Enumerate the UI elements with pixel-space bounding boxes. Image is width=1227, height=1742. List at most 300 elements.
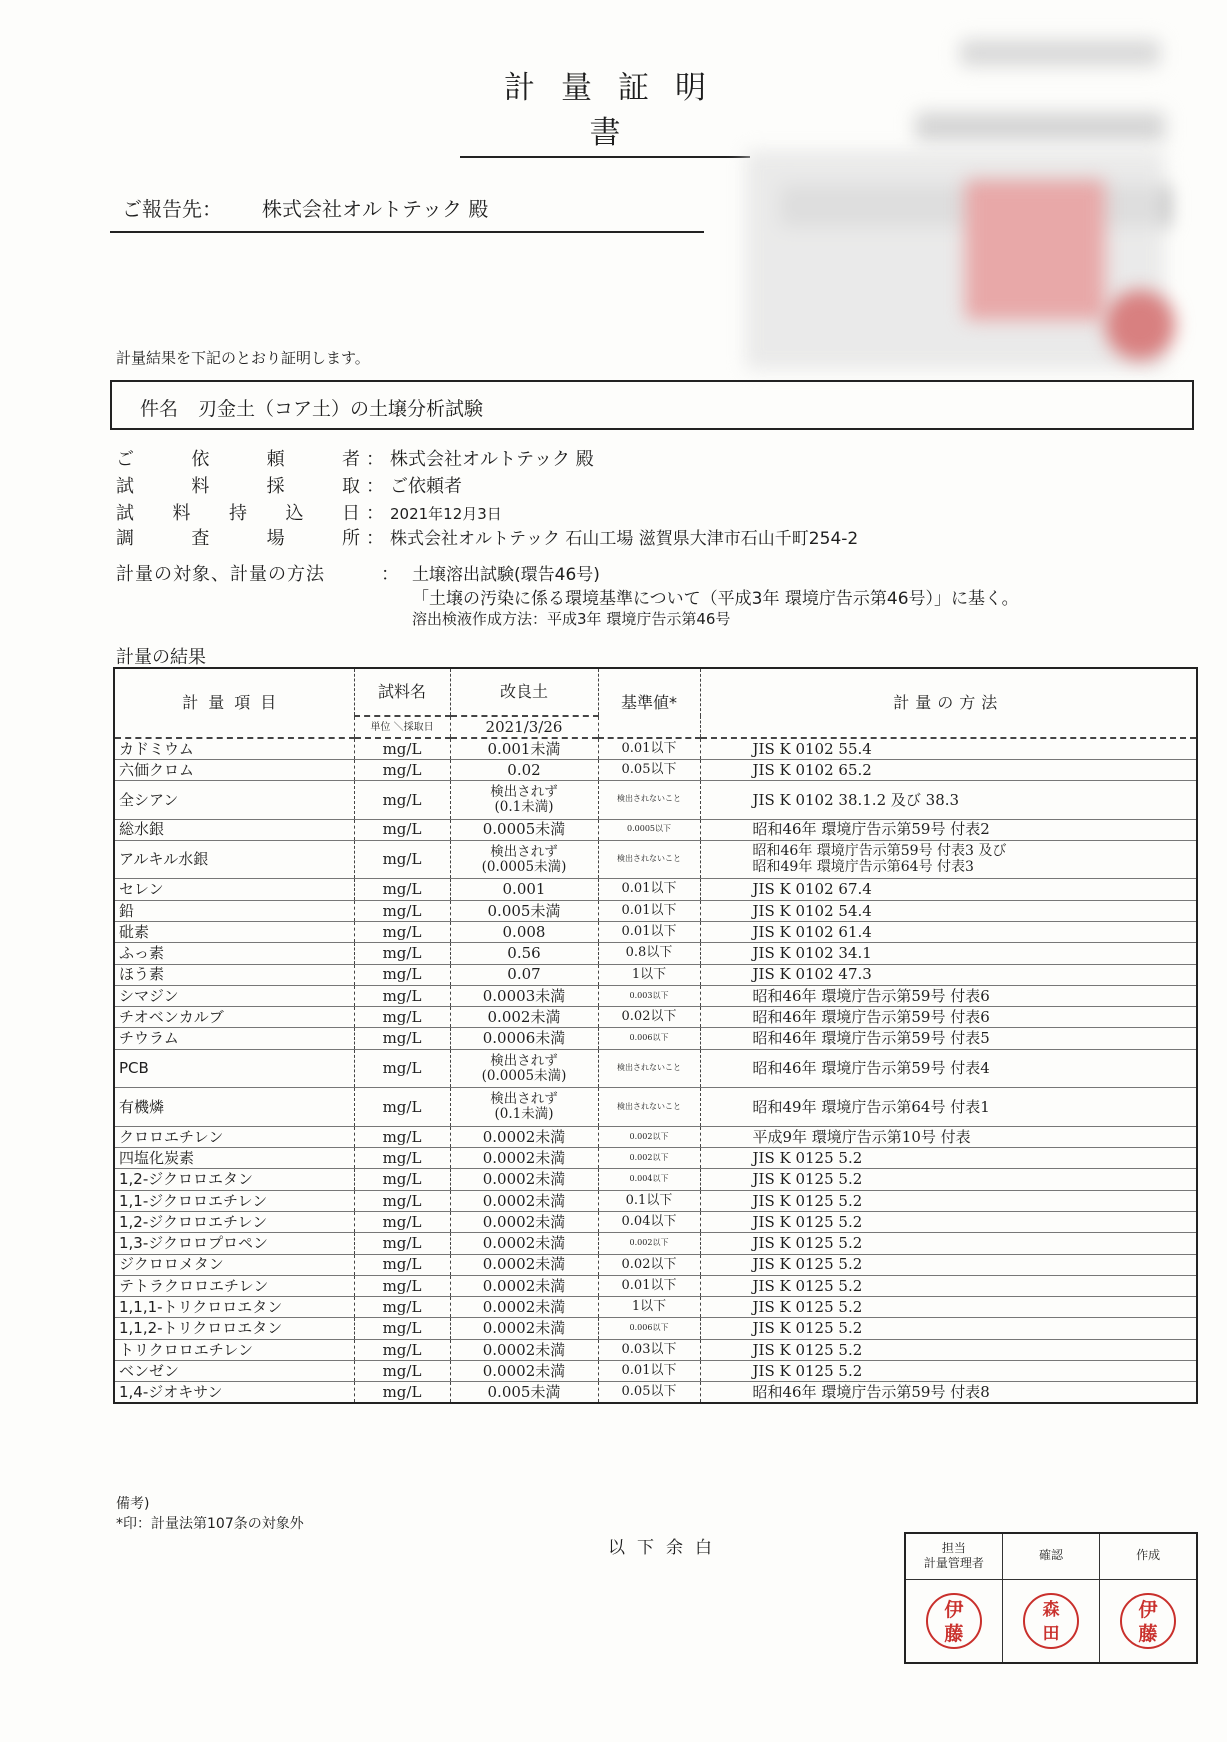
item-unit-text: mg/L: [382, 1319, 422, 1338]
item-standard: [598, 964, 700, 985]
info-target-line-3: 溶出検液作成方法：平成3年 環境庁告示第46号: [412, 610, 731, 628]
item-standard: [598, 1088, 700, 1127]
item-unit-text: mg/L: [382, 901, 422, 920]
item-name: [114, 1007, 354, 1028]
table-row: [114, 985, 1197, 1006]
item-method-text: JIS K 0102 55.4: [752, 739, 872, 758]
item-method: [700, 1211, 1197, 1232]
table-row: [114, 1318, 1197, 1339]
item-method-text: JIS K 0102 67.4: [752, 880, 872, 899]
item-name-text: 砒素: [119, 922, 150, 941]
redacted-issuer-seal: [965, 180, 1105, 320]
item-standard-text: 0.01以下: [621, 881, 677, 897]
info-target-line-1: 土壌溶出試験(環告46号): [412, 565, 600, 585]
item-standard: [598, 819, 700, 840]
item-standard-text: 0.01以下: [621, 740, 677, 756]
item-standard: [598, 759, 700, 780]
item-method: [700, 1126, 1197, 1147]
item-standard: [598, 738, 700, 759]
item-unit: [354, 1007, 450, 1028]
item-name: [114, 1211, 354, 1232]
item-standard: [598, 1254, 700, 1275]
page-title: 計量証明書: [460, 62, 750, 158]
item-unit: [354, 879, 450, 900]
item-unit: [354, 1028, 450, 1049]
remarks-label: 備考): [116, 1496, 150, 1512]
item-unit-text: mg/L: [382, 1361, 422, 1380]
item-standard-text: 1以下: [631, 966, 667, 982]
item-unit-text: mg/L: [382, 1382, 422, 1401]
item-name-text: 1,1,1-トリクロロエタン: [119, 1298, 283, 1317]
table-row: [114, 1088, 1197, 1127]
item-name-text: ふっ素: [119, 944, 165, 963]
item-method: [700, 964, 1197, 985]
info-value: ご依頼者: [390, 476, 462, 497]
table-row: [114, 1126, 1197, 1147]
item-value-text: 0.0002未満: [482, 1361, 566, 1380]
item-unit: [354, 1049, 450, 1088]
item-method-text: 昭和46年 環境庁告示第59号 付表4: [752, 1059, 990, 1078]
item-value: [450, 964, 598, 985]
item-unit: [354, 921, 450, 942]
item-method-text: 昭和46年 環境庁告示第59号 付表5: [752, 1029, 990, 1048]
item-value-text: 0.008: [502, 922, 546, 941]
info-value: 株式会社オルトテック 石山工場 滋賀県大津市石山千町254-2: [390, 529, 859, 549]
item-name: [114, 921, 354, 942]
approval-stamps: [904, 1532, 1198, 1664]
subject-value: 刃金土（コア土）の土壌分析試験: [198, 398, 484, 420]
item-name-text: テトラクロロエチレン: [119, 1276, 269, 1295]
colon: ：: [366, 476, 384, 497]
item-unit: [354, 1297, 450, 1318]
item-standard: [598, 1148, 700, 1169]
item-method: [700, 819, 1197, 840]
item-method-text: 昭和46年 環境庁告示第59号 付表3 及び: [752, 843, 1007, 860]
item-value-text: 検出されず: [490, 1091, 558, 1108]
item-method: [700, 738, 1197, 759]
item-name-text: シマジン: [119, 986, 179, 1005]
item-method-text: JIS K 0102 54.4: [752, 901, 872, 920]
item-value-text: 検出されず: [490, 843, 558, 860]
stamp-header-create: 作成: [1100, 1533, 1197, 1579]
item-name-text: セレン: [119, 880, 164, 899]
item-unit: [354, 1275, 450, 1296]
item-unit: [354, 1318, 450, 1339]
item-value-text: 0.0002未満: [482, 1319, 566, 1338]
item-name-text: 1,4-ジオキサン: [119, 1382, 223, 1401]
item-standard: [598, 1361, 700, 1382]
item-value: [450, 900, 598, 921]
item-unit-text: mg/L: [382, 1170, 422, 1189]
table-row: [114, 1254, 1197, 1275]
item-value-sub: (0.1未満): [494, 798, 554, 815]
table-row: [114, 1049, 1197, 1088]
item-standard-text: 0.05以下: [621, 761, 677, 777]
item-standard: [598, 1190, 700, 1211]
item-standard-text: 検出されないこと: [617, 794, 681, 804]
item-name: [114, 1148, 354, 1169]
item-unit: [354, 819, 450, 840]
item-unit: [354, 943, 450, 964]
info-label: 試料採取: [116, 476, 360, 497]
item-value: [450, 1148, 598, 1169]
item-name: [114, 759, 354, 780]
redacted-issuer-block: [960, 40, 1160, 66]
item-standard-text: 0.02以下: [621, 1009, 677, 1025]
item-method: [700, 781, 1197, 820]
seal-ito-icon: 伊 藤: [926, 1593, 982, 1649]
table-row: [114, 1148, 1197, 1169]
item-method: [700, 1169, 1197, 1190]
info-value: 2021年12月3日: [390, 505, 502, 523]
item-unit-text: mg/L: [382, 1276, 422, 1295]
item-value: [450, 1318, 598, 1339]
item-name: [114, 900, 354, 921]
item-value: [450, 1382, 598, 1403]
info-delivery: [116, 499, 502, 525]
item-value-text: 0.0002未満: [482, 1255, 566, 1274]
item-value: [450, 840, 598, 879]
item-unit: [354, 1339, 450, 1360]
item-method-text: JIS K 0125 5.2: [752, 1298, 863, 1317]
info-sampling: [116, 472, 462, 498]
item-unit: [354, 1148, 450, 1169]
colon: ：: [381, 564, 399, 585]
colon: ：: [366, 528, 384, 549]
item-unit: [354, 840, 450, 879]
table-row: [114, 1339, 1197, 1360]
item-name: [114, 1028, 354, 1049]
item-standard-text: 0.004以下: [629, 1174, 669, 1184]
item-name: [114, 964, 354, 985]
item-unit: [354, 1254, 450, 1275]
item-method: [700, 1297, 1197, 1318]
item-unit: [354, 964, 450, 985]
item-name: [114, 1297, 354, 1318]
item-unit: [354, 1126, 450, 1147]
redacted-issuer-seal: [1105, 290, 1175, 360]
item-name-text: 総水銀: [119, 820, 165, 839]
item-value-text: 検出されず: [490, 784, 558, 800]
table-row: [114, 1028, 1197, 1049]
item-name-text: トリクロロエチレン: [119, 1340, 254, 1359]
item-value-text: 0.0002未満: [482, 1127, 566, 1146]
item-standard: [598, 985, 700, 1006]
item-method-text: JIS K 0125 5.2: [752, 1361, 863, 1380]
item-unit-text: mg/L: [382, 1097, 422, 1116]
results-table: [113, 667, 1198, 1404]
item-name: [114, 1361, 354, 1382]
table-row: [114, 1211, 1197, 1232]
item-unit-text: mg/L: [382, 1298, 422, 1317]
item-standard: [598, 1275, 700, 1296]
info-target-colon: [375, 560, 405, 586]
item-name: [114, 1088, 354, 1127]
item-unit: [354, 1211, 450, 1232]
header-standard: 基準値*: [598, 668, 700, 738]
item-value: [450, 1254, 598, 1275]
item-name-text: 1,3-ジクロロプロペン: [119, 1234, 268, 1253]
table-row: [114, 738, 1197, 759]
item-name-text: 有機燐: [119, 1097, 165, 1116]
header-unit-date: 単位 ＼採取日: [354, 716, 450, 738]
item-standard: [598, 1318, 700, 1339]
item-value: [450, 943, 598, 964]
results-label: 計量の結果: [116, 647, 206, 668]
item-standard-text: 0.1以下: [625, 1192, 673, 1208]
item-value: [450, 781, 598, 820]
item-method: [700, 900, 1197, 921]
table-row: [114, 1169, 1197, 1190]
item-method: [700, 1254, 1197, 1275]
item-value: [450, 1088, 598, 1127]
item-name-text: 1,2-ジクロロエタン: [119, 1170, 253, 1189]
item-method-text: 昭和46年 環境庁告示第59号 付表8: [752, 1382, 990, 1401]
subject-box: [110, 380, 1194, 430]
item-name-text: クロロエチレン: [119, 1127, 224, 1146]
certify-text: 計量結果を下記のとおり証明します。: [116, 349, 370, 367]
info-site: [116, 524, 858, 550]
item-name-text: 全シアン: [119, 790, 179, 809]
info-label: 計量の対象、計量の方法: [116, 564, 325, 585]
item-method: [700, 1318, 1197, 1339]
item-name: [114, 840, 354, 879]
item-standard-text: 0.02以下: [621, 1256, 677, 1272]
item-method: [700, 1275, 1197, 1296]
item-name-text: 1,2-ジクロロエチレン: [119, 1212, 268, 1231]
item-unit-text: mg/L: [382, 1127, 422, 1146]
item-standard: [598, 1007, 700, 1028]
item-method: [700, 1028, 1197, 1049]
item-standard: [598, 1028, 700, 1049]
table-row: [114, 1382, 1197, 1403]
item-method-text: 昭和46年 環境庁告示第59号 付表6: [752, 986, 990, 1005]
item-standard-text: 0.006以下: [629, 1323, 669, 1333]
remarks: [116, 1494, 304, 1535]
item-name-text: PCB: [119, 1059, 149, 1078]
item-name: [114, 738, 354, 759]
item-name: [114, 1190, 354, 1211]
item-method: [700, 1007, 1197, 1028]
item-value-text: 0.0003未満: [482, 986, 566, 1005]
item-method: [700, 1339, 1197, 1360]
item-value-text: 0.0002未満: [482, 1170, 566, 1189]
item-value-text: 0.005未満: [487, 1382, 561, 1401]
item-value: [450, 759, 598, 780]
item-standard-text: 0.006以下: [629, 1033, 669, 1043]
item-value: [450, 1297, 598, 1318]
remarks-note: *印：計量法第107条の対象外: [116, 1516, 304, 1533]
item-value: [450, 1126, 598, 1147]
item-value: [450, 985, 598, 1006]
item-method-text: JIS K 0102 47.3: [752, 965, 872, 984]
item-standard-text: 0.05以下: [621, 1384, 677, 1400]
item-unit-text: mg/L: [382, 1148, 422, 1167]
item-method-text: JIS K 0125 5.2: [752, 1276, 863, 1295]
item-standard-text: 0.002以下: [629, 1131, 669, 1141]
item-standard: [598, 943, 700, 964]
item-value: [450, 1233, 598, 1254]
item-name: [114, 781, 354, 820]
item-standard: [598, 1339, 700, 1360]
item-unit-text: mg/L: [382, 760, 422, 779]
item-standard-text: 0.01以下: [621, 1277, 677, 1293]
item-value: [450, 1361, 598, 1382]
item-standard-text: 0.8以下: [625, 945, 673, 961]
item-standard: [598, 840, 700, 879]
item-method: [700, 1049, 1197, 1088]
item-value: [450, 1007, 598, 1028]
stamp-cell-confirm: [1002, 1579, 1099, 1663]
item-name: [114, 1169, 354, 1190]
item-standard-text: 1以下: [631, 1299, 667, 1315]
item-standard-text: 0.003以下: [629, 990, 669, 1000]
item-name-text: チウラム: [119, 1029, 179, 1048]
item-standard: [598, 1211, 700, 1232]
table-row: [114, 1233, 1197, 1254]
item-value: [450, 879, 598, 900]
item-method-text: JIS K 0125 5.2: [752, 1234, 863, 1253]
item-value: [450, 738, 598, 759]
subject-label: 件名: [140, 398, 179, 420]
table-row: [114, 840, 1197, 879]
item-standard-text: 検出されないこと: [617, 1101, 681, 1111]
stamp-header-manager: [905, 1533, 1002, 1579]
item-name-text: 六価クロム: [119, 760, 195, 779]
item-unit-text: mg/L: [382, 820, 422, 839]
item-unit: [354, 738, 450, 759]
table-row: [114, 819, 1197, 840]
item-value-text: 0.0002未満: [482, 1191, 566, 1210]
item-unit-text: mg/L: [382, 1008, 422, 1027]
item-unit: [354, 900, 450, 921]
item-method: [700, 1361, 1197, 1382]
item-standard-text: 0.01以下: [621, 1363, 677, 1379]
item-standard: [598, 900, 700, 921]
seal-morita-icon: 森 田: [1023, 1593, 1079, 1649]
item-name-text: 鉛: [119, 901, 135, 920]
item-value-text: 0.0002未満: [482, 1298, 566, 1317]
item-value-sub: (0.0005未満): [481, 1067, 567, 1084]
item-standard: [598, 1233, 700, 1254]
item-standard-text: 0.002以下: [629, 1238, 669, 1247]
item-unit-text: mg/L: [382, 1255, 422, 1274]
item-unit: [354, 1361, 450, 1382]
info-target: [116, 560, 1116, 630]
item-method: [700, 1382, 1197, 1403]
item-name-text: 1,1-ジクロロエチレン: [119, 1191, 268, 1210]
item-method: [700, 921, 1197, 942]
report-to-value: 株式会社オルトテック 殿: [262, 197, 489, 221]
item-unit: [354, 1169, 450, 1190]
item-name-text: アルキル水銀: [119, 850, 209, 869]
item-value-text: 0.02: [507, 760, 541, 779]
item-standard-text: 検出されないこと: [617, 1063, 681, 1073]
item-unit-text: mg/L: [382, 1340, 422, 1359]
item-value-text: 0.0002未満: [482, 1212, 566, 1231]
item-value-text: 0.0002未満: [482, 1276, 566, 1295]
item-name: [114, 1049, 354, 1088]
table-row: [114, 900, 1197, 921]
stamp-header-manager-line-2: 計量管理者: [923, 1556, 984, 1571]
item-value-text: 0.0002未満: [482, 1234, 566, 1253]
item-name: [114, 943, 354, 964]
info-value: 株式会社オルトテック 殿: [390, 449, 594, 470]
item-standard: [598, 1169, 700, 1190]
header-method: 計量の方法: [700, 668, 1197, 738]
item-standard-text: 0.0005以下: [627, 824, 671, 834]
item-name-text: ほう素: [119, 965, 165, 984]
item-unit: [354, 985, 450, 1006]
item-standard: [598, 1297, 700, 1318]
stamp-header-manager-line-1: 担当: [941, 1540, 966, 1555]
item-value-text: 0.002未満: [487, 1008, 561, 1027]
item-standard: [598, 879, 700, 900]
table-row: [114, 921, 1197, 942]
item-method-text: JIS K 0125 5.2: [752, 1170, 863, 1189]
stamp-header-confirm: 確認: [1002, 1533, 1099, 1579]
item-value-text: 0.07: [507, 965, 541, 984]
table-row: [114, 1007, 1197, 1028]
item-standard: [598, 781, 700, 820]
item-method: [700, 1233, 1197, 1254]
item-unit-text: mg/L: [382, 1059, 422, 1078]
header-sample-name: 試料名: [354, 668, 450, 716]
item-name-text: ベンゼン: [119, 1361, 180, 1380]
item-method-text: JIS K 0125 5.2: [752, 1340, 863, 1359]
item-standard-text: 検出されないこと: [617, 854, 681, 864]
end-of-content: 以下余白: [608, 1538, 724, 1558]
item-value-sub: (0.0005未満): [481, 858, 567, 875]
item-standard-text: 0.03以下: [621, 1341, 677, 1357]
item-name: [114, 819, 354, 840]
item-method-text: 平成9年 環境庁告示第10号 付表: [752, 1127, 971, 1146]
item-method: [700, 840, 1197, 879]
item-unit-text: mg/L: [382, 1029, 422, 1048]
stamp-cell-manager: [905, 1579, 1002, 1663]
item-unit-text: mg/L: [382, 965, 422, 984]
item-method-text: 昭和49年 環境庁告示第64号 付表1: [752, 1097, 990, 1116]
item-name: [114, 1318, 354, 1339]
item-name: [114, 879, 354, 900]
item-value-sub: (0.1未満): [494, 1106, 554, 1123]
table-row: [114, 781, 1197, 820]
item-name-text: カドミウム: [119, 739, 194, 758]
item-value: [450, 1275, 598, 1296]
info-label: 試料持込日: [116, 503, 360, 524]
item-standard-text: 0.002以下: [629, 1152, 669, 1162]
item-standard: [598, 921, 700, 942]
info-target-line-2: 「土壌の汚染に係る環境基準について（平成3年 環境庁告示第46号）」に基く。: [412, 589, 1019, 609]
stamp-cell-create: [1100, 1579, 1197, 1663]
item-standard-text: 0.01以下: [621, 923, 677, 939]
item-name: [114, 1339, 354, 1360]
item-unit-text: mg/L: [382, 1191, 422, 1210]
item-value: [450, 1028, 598, 1049]
info-label: ご依頼者: [116, 449, 360, 470]
item-unit-text: mg/L: [382, 790, 422, 809]
item-value-text: 0.0002未満: [482, 1340, 566, 1359]
item-method-text: JIS K 0125 5.2: [752, 1191, 863, 1210]
item-method-text: JIS K 0125 5.2: [752, 1148, 863, 1167]
item-value-text: 0.56: [507, 944, 541, 963]
item-method-sub: 昭和49年 環境庁告示第64号 付表3: [752, 858, 974, 875]
report-to-label: ご報告先：: [122, 197, 222, 221]
item-standard-text: 0.04以下: [621, 1213, 677, 1229]
item-value: [450, 1211, 598, 1232]
item-value: [450, 819, 598, 840]
colon: ：: [366, 449, 384, 470]
